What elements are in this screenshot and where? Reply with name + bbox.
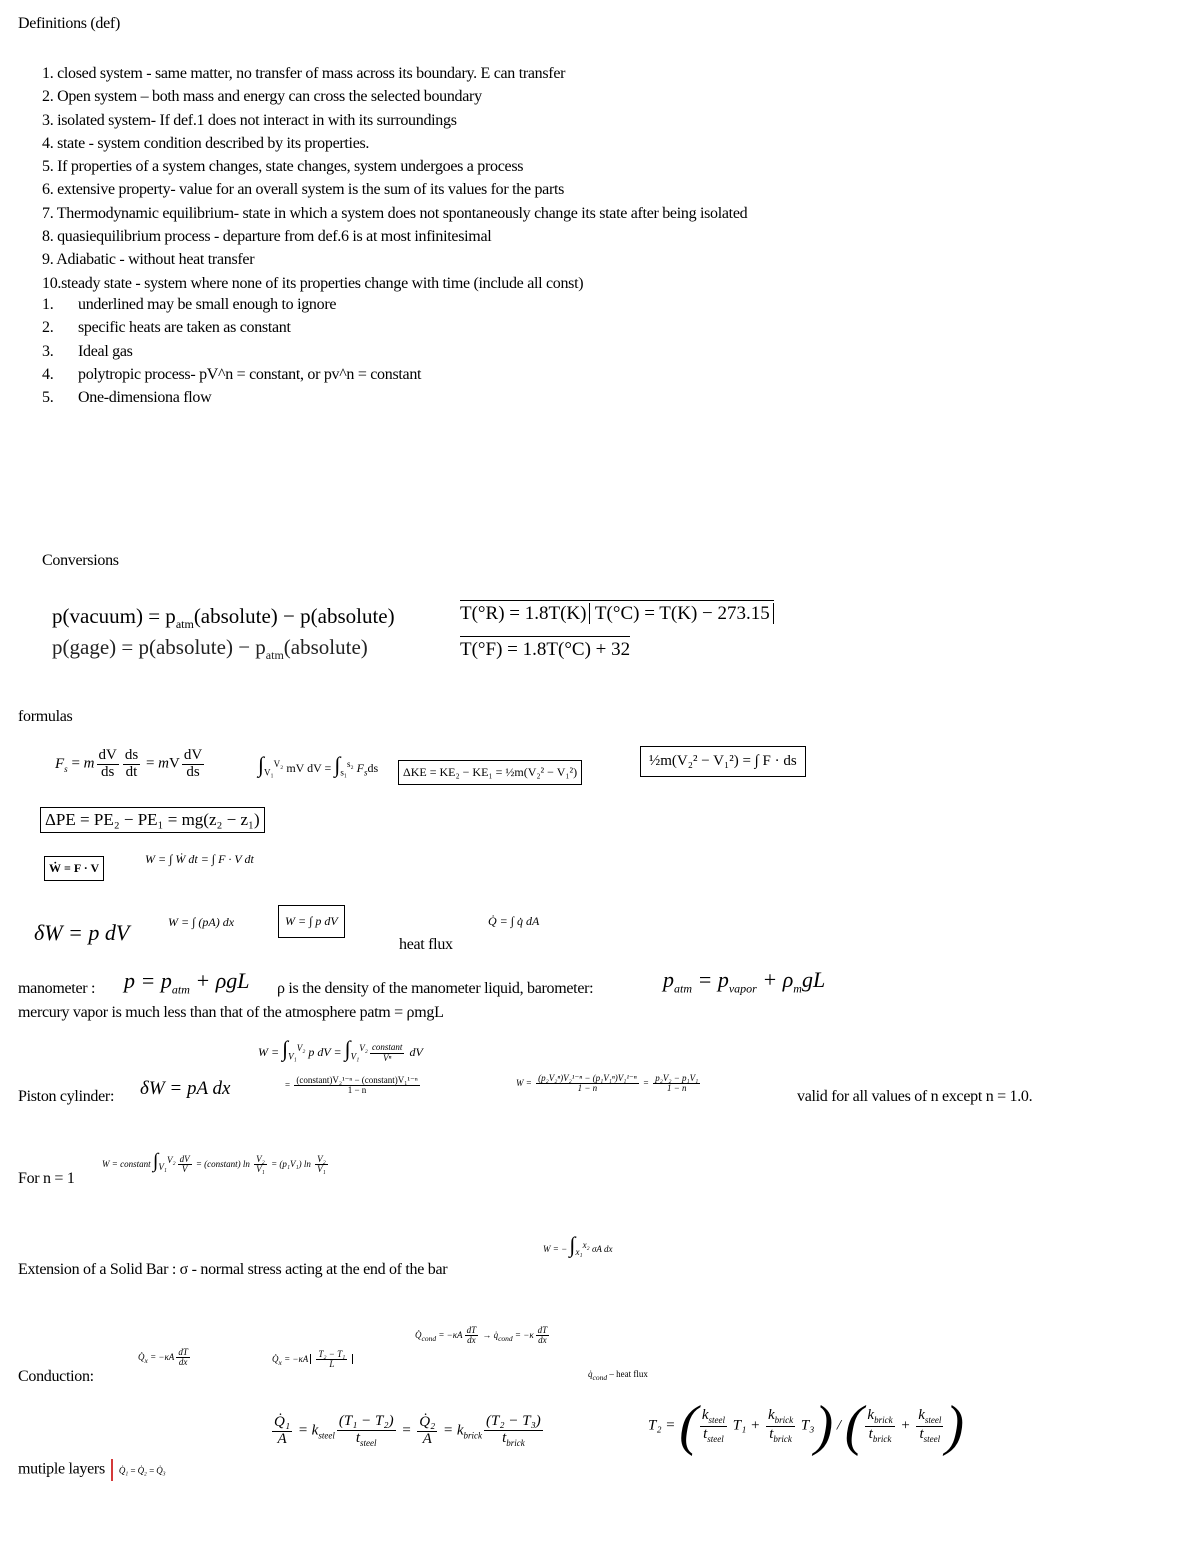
manometer-label: manometer : bbox=[18, 980, 96, 997]
baro-eq-mid: = p bbox=[692, 967, 729, 992]
baro-eq-sub: atm bbox=[674, 981, 692, 996]
gage-eq-sub: atm bbox=[265, 648, 284, 663]
polytropic-validity-note: valid for all values of n except n = 1.0. bbox=[797, 1088, 1033, 1105]
celsius-eq: T(°C) = T(K) − 273.15 bbox=[595, 603, 774, 624]
conversions-heading: Conversions bbox=[42, 552, 119, 569]
polytropic-work-result: = $\frac{\text{(constant)V₂¹⁻ⁿ − (constant)V₁¹⁻ⁿ}}{1 - n}$ bbox=[285, 1075, 418, 1096]
assumption-text: polytropic process- pV^n = constant, or pv^n = constant bbox=[78, 365, 422, 383]
newton-second-law-equation: $F_s = m$ $\frac{dV}{ds}$ $\frac{ds}{dt}$ = mV $\frac{dV}{ds}$ bbox=[55, 747, 203, 780]
assumption-text: underlined may be small enough to ignore bbox=[78, 296, 337, 313]
fourier-law-equation: $Q̇_x = -\kappa A$ $\frac{dT}{dx}$ bbox=[138, 1347, 188, 1368]
piston-work-equation: δW = pA dx bbox=[140, 1078, 231, 1099]
baro-eq-end: gL bbox=[801, 967, 826, 992]
linear-conduction-equation: $Q̇_x = -\kappa A$ $\frac{\text{T₂ − T₁}}{L}$ bbox=[272, 1350, 353, 1370]
definition-item: 2. Open system – both mass and energy can cross the selected boundary bbox=[42, 88, 482, 106]
definition-item: 1. closed system - same matter, no transfer of mass across its boundary. E can transfer bbox=[42, 65, 566, 82]
assumption-number: 3. bbox=[42, 342, 54, 360]
assumption-number: 4. bbox=[42, 365, 54, 383]
manometer-equation bbox=[124, 968, 250, 997]
definitions-list bbox=[18, 62, 747, 295]
heat-flux-symbol: $q̇_{cond}$ – heat flux bbox=[588, 1369, 648, 1382]
rankine-conversion bbox=[460, 600, 774, 625]
assumption-number: 2. bbox=[42, 319, 54, 337]
solid-bar-work-equation: W = − $\int_{x_1}^{x_2}$ σA dx bbox=[543, 1232, 613, 1257]
differential-work-equation: δW = p dV bbox=[34, 920, 130, 945]
mercury-note: mercury vapor is much less than that of the atmosphere patm = ρmgL bbox=[18, 1004, 444, 1021]
n-equals-one-label: For n = 1 bbox=[18, 1170, 75, 1187]
polytropic-work-pv-form: W = $\frac{\text{(p₂V₂ⁿ)V₂¹⁻ⁿ − (p₁V₁ⁿ)V₁¹⁻ⁿ}}{1 - n}$ = $\frac{\text{p₂V₂ − p₁V₁}}{1 - n}$ bbox=[516, 1073, 699, 1094]
multiple-layers-label bbox=[18, 1459, 165, 1481]
multiple-layers-text: mutiple layers bbox=[18, 1460, 105, 1478]
potential-energy-equation: ΔPE = PE₂ − PE₁ = mg(z₂ − z₁) bbox=[40, 807, 265, 833]
kinetic-energy-integral: ½m(V₂² − V₁²) = ∫ F · ds bbox=[640, 746, 806, 777]
heat-flux-label: heat flux bbox=[399, 936, 453, 953]
assumption-text: One-dimensiona flow bbox=[78, 389, 212, 407]
definition-item: 9. Adiabatic - without heat transfer bbox=[42, 251, 255, 269]
manometer-eq-part: p = p bbox=[124, 968, 172, 993]
definition-item: 10.steady state - system where none of its properties change with time (include all const) bbox=[42, 274, 584, 292]
vacuum-pressure-equation bbox=[52, 604, 395, 632]
interface-temperature-equation: T₂ = ( $\frac{k_{steel}}{t_{steel}}$ T₁ + $\frac{k_{brick}}{t_{brick}}$ T₃) / ( $\frac{k_{brick}}{t_{brick}}$ + $\frac{k_{steel}}{t_{steel}}$ ) bbox=[648, 1395, 965, 1457]
assumption-text: Ideal gas bbox=[78, 342, 133, 360]
isothermal-work-equation: W = constant $\int_{V_1}^{V_2}$ $\frac{dV}{V}$ = (constant) ln $\frac{\text{V₂}}{\text{V₁}}$ = (p₁V₁) ln $\frac{\text{V₂}}{\text{V₁}}$ bbox=[102, 1150, 326, 1175]
barometer-equation bbox=[663, 967, 825, 996]
fahrenheit-conversion: T(°F) = 1.8T(°C) + 32 bbox=[460, 636, 630, 661]
red-divider bbox=[111, 1459, 113, 1481]
work-pa-dx-equation: W = ∫ (pA) dx bbox=[168, 915, 235, 929]
definition-item: 7. Thermodynamic equilibrium- state in which a system does not spontaneously change its state after being isolated bbox=[42, 204, 748, 222]
assumption-text: specific heats are taken as constant bbox=[78, 319, 291, 337]
assumption-item bbox=[18, 386, 421, 409]
formulas-heading: formulas bbox=[18, 708, 73, 725]
baro-eq-sub: m bbox=[793, 981, 802, 996]
conduction-flux-equation: $Q̇_{cond} = -\kappa A$ $\frac{dT}{dx}$ → $q̇_{cond} = -\kappa$ $\frac{dT}{dx}$ bbox=[415, 1325, 548, 1346]
baro-eq-sub: vapor bbox=[728, 981, 757, 996]
piston-cylinder-label: Piston cylinder: bbox=[18, 1088, 115, 1105]
conduction-label: Conduction: bbox=[18, 1368, 94, 1385]
manometer-eq-sub: atm bbox=[171, 982, 190, 997]
manometer-eq-rest: + ρgL bbox=[189, 968, 250, 993]
assumptions-list bbox=[18, 293, 421, 409]
gage-eq-part: p(gage) = p(absolute) − p bbox=[52, 635, 266, 659]
layer-equality-equation: Q̇₁ = Q̇₂ = Q̇₃ bbox=[118, 1465, 166, 1476]
definition-item: 3. isolated system- If def.1 does not interact in with its surroundings bbox=[42, 111, 457, 129]
vacuum-eq-part: p(vacuum) = p bbox=[52, 604, 176, 628]
baro-eq-rest: + ρ bbox=[756, 967, 794, 992]
manometer-description: ρ is the density of the manometer liquid, barometer: bbox=[277, 980, 594, 997]
assumption-number: 1. bbox=[42, 296, 54, 313]
layer-heat-balance-equation: $\frac{\text{Q̇₁}}{A}$ = $k_{steel}$ $\frac{\text{(T₁ − T₂)}}{t_{steel}}$ = $\frac{\text{Q̇₂}}{A}$ = $k_{brick}$ $\frac{\text{(T₂ − T₃)}}{t_{brick}}$ bbox=[274, 1413, 541, 1448]
work-pdv-equation: W = ∫ p dV bbox=[278, 905, 345, 938]
baro-eq-part: p bbox=[663, 967, 674, 992]
page-title: Definitions (def) bbox=[18, 15, 120, 32]
definition-item: 4. state - system condition described by its properties. bbox=[42, 134, 370, 152]
definition-item: 5. If properties of a system changes, state changes, system undergoes a process bbox=[42, 158, 524, 176]
work-from-power-equation: W = ∫ Ẇ dt = ∫ F · V dt bbox=[145, 852, 254, 866]
assumption-item bbox=[18, 340, 421, 363]
work-integral-equation: $\int_{V_1}^{V_2}$ mV dV = $\int_{s_1}^{s_2}$ $F_sds$ bbox=[258, 752, 379, 778]
definition-item: 8. quasiequilibrium process - departure from def.6 is at most infinitesimal bbox=[42, 228, 492, 246]
assumption-item bbox=[18, 363, 421, 386]
assumption-item bbox=[18, 316, 421, 339]
assumption-number: 5. bbox=[42, 389, 54, 407]
polytropic-work-integral: $W = \int_{V_1}^{V_2}$ p dV = $\int_{V_1}^{V_2}$ $\frac{\text{constant}}{\text{Vⁿ}}$ dV bbox=[258, 1036, 423, 1063]
heat-flux-text: heat flux bbox=[616, 1369, 648, 1379]
vacuum-eq-rest: (absolute) − p(absolute) bbox=[193, 604, 395, 628]
gage-pressure-equation bbox=[52, 635, 368, 663]
heat-rate-equation: Q̇ = ∫ q̇ dA bbox=[488, 914, 540, 928]
definition-item: 6. extensive property- value for an overall system is the sum of its values for the parts bbox=[42, 181, 565, 199]
kinetic-energy-equation: ΔKE = KE₂ − KE₁ = ½m(V₂² − V₁²) bbox=[398, 760, 582, 785]
assumption-item bbox=[18, 293, 421, 316]
power-equation: Ẇ = F · V bbox=[44, 856, 104, 881]
vacuum-eq-sub: atm bbox=[175, 617, 194, 632]
gage-eq-rest: (absolute) bbox=[283, 635, 368, 659]
solid-bar-label: Extension of a Solid Bar : σ - normal stress acting at the end of the bar bbox=[18, 1261, 448, 1278]
rankine-eq: T(°R) = 1.8T(K) bbox=[460, 603, 590, 624]
